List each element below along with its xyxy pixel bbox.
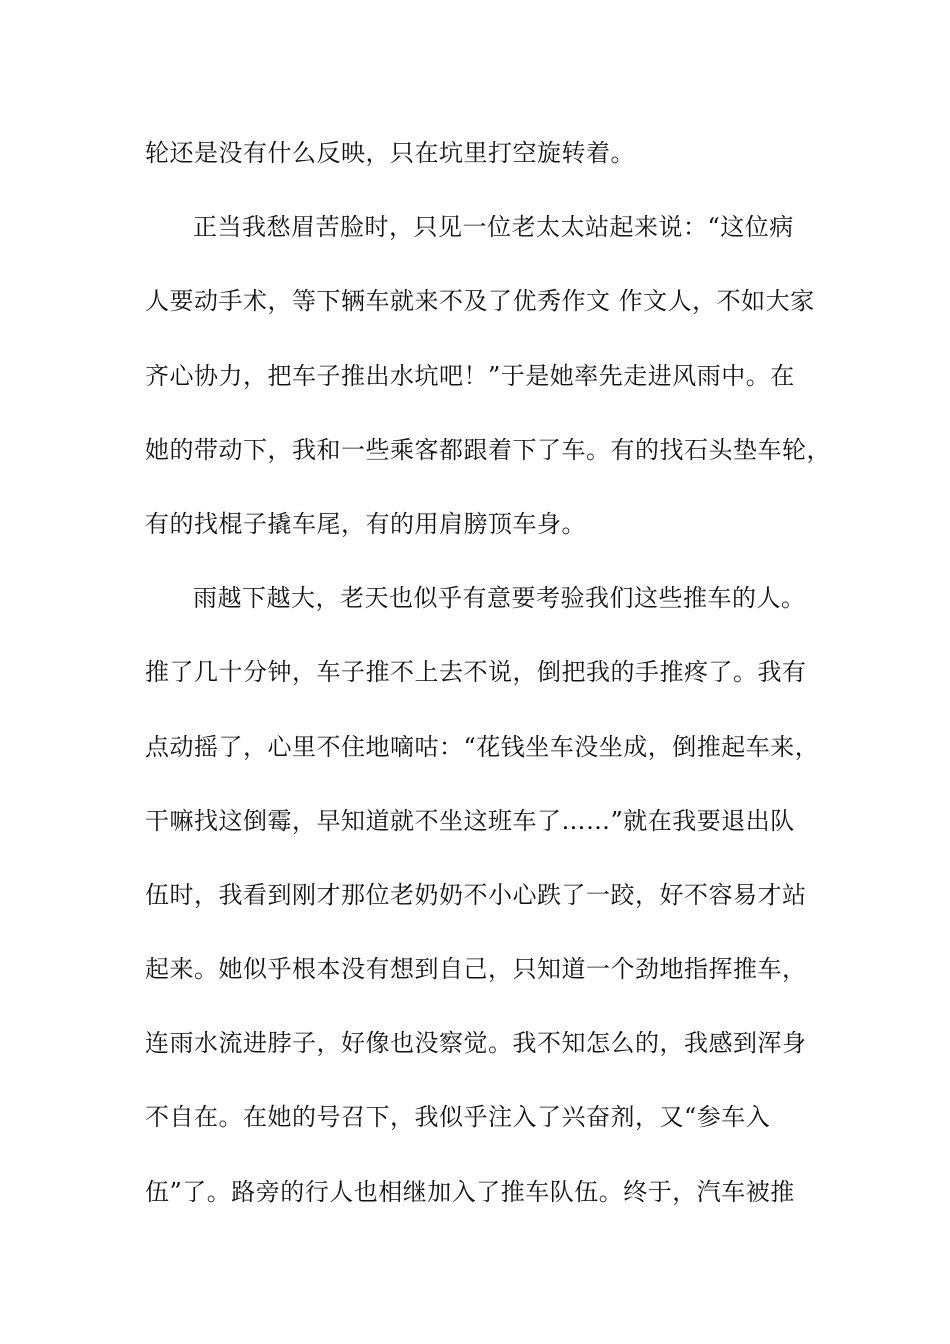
text-line: 起来。她似乎根本没有想到自己，只知道一个劲地指挥推车， — [145, 955, 807, 984]
text-line: 轮还是没有什么反映，只在坑里打空旋转着。 — [145, 139, 635, 167]
text-line: 齐心协力，把车子推出水坑吧！”于是她率先走进风雨中。在 — [145, 361, 795, 390]
paragraph-start-line: 正当我愁眉苦脸时，只见一位老太太站起来说：“这位病 — [193, 213, 794, 242]
body-text — [145, 132, 845, 1245]
text-line: 连雨水流进脖子，好像也没察觉。我不知怎么的，我感到浑身 — [145, 1029, 807, 1058]
text-line: 有的找棍子撬车尾，有的用肩膀顶车身。 — [145, 509, 586, 538]
text-line: 点动摇了，心里不住地嘀咕：“花钱坐车没坐成，倒推起车来， — [145, 732, 820, 761]
paragraph-start-line: 雨越下越大，老天也似乎有意要考验我们这些推车的人。 — [193, 584, 806, 613]
text-line: 伍”了。路旁的行人也相继加入了推车队伍。终于，汽车被推 — [145, 1177, 795, 1206]
text-line: 干嘛找这倒霉，早知道就不坐这班车了……”就在我要退出队 — [145, 806, 795, 835]
text-line: 伍时，我看到刚才那位老奶奶不小心跌了一跤，好不容易才站 — [145, 880, 807, 909]
text-line: 不自在。在她的号召下，我似乎注入了兴奋剂，又“参车入 — [145, 1103, 771, 1132]
text-line: 人要动手术，等下辆车就来不及了优秀作文 作文人，不如大家 — [145, 287, 815, 316]
text-line: 她的带动下，我和一些乘客都跟着下了车。有的找石头垫车轮， — [145, 435, 831, 464]
text-line: 推了几十分钟，车子推不上去不说，倒把我的手推疼了。我有 — [145, 658, 807, 687]
